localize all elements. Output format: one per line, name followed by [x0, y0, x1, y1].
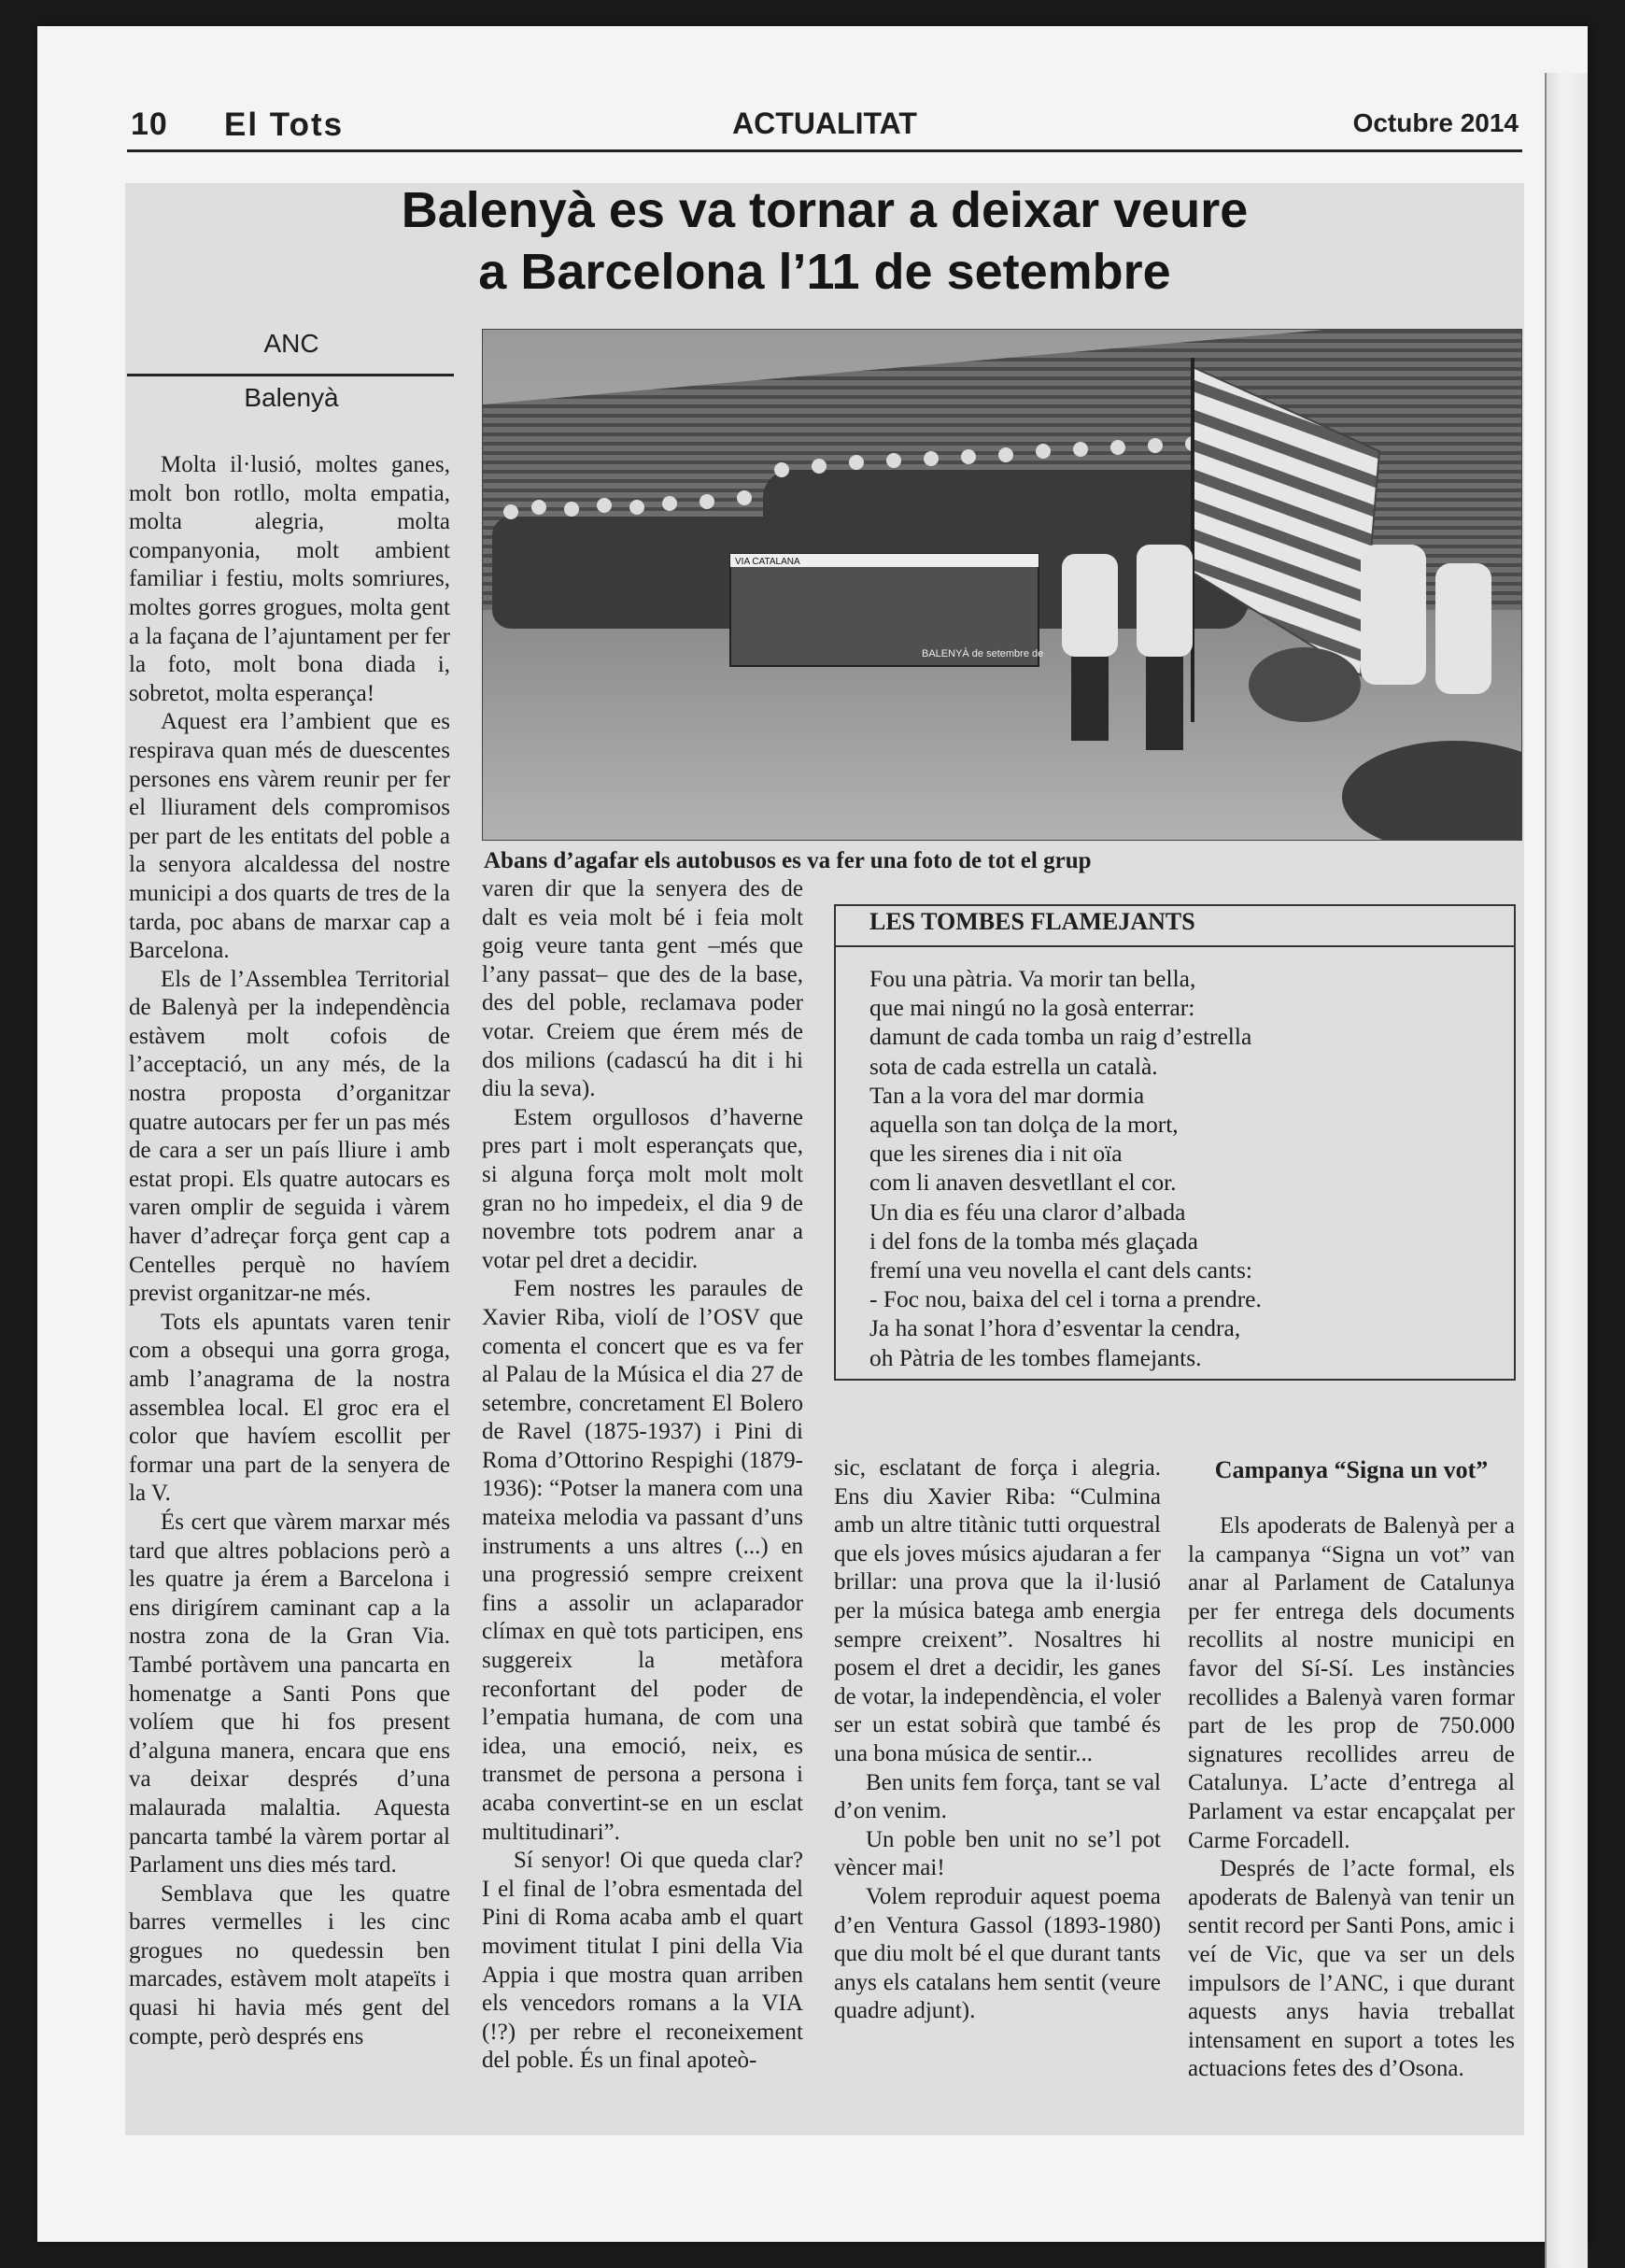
paragraph: Els de l’Assemblea Territorial de Balenyà per la independència estàvem molt cofois de l’acceptació, un any més, de la nostra proposta d’organitzar quatre autocars per fer un pas més de cara a ser un país lliure i amb estat propi. Els quatre autocars es varen omplir de seguida i vàrem haver d’adreçar força gent cap a Centelles perquè no havíem previst organitzar-ne més. — [129, 966, 450, 1307]
photo-caption: Abans d’agafar els autobusos es va fer una foto de tot el grup — [484, 848, 1092, 873]
poem-verse: damunt de cada tomba un raig d’estrella — [869, 1023, 1252, 1051]
group-photo-illustration — [483, 330, 1521, 840]
banner-text-left: VIA CATALANA — [735, 557, 800, 567]
byline-place: Balenyà — [244, 383, 339, 412]
byline-organization: ANC — [263, 329, 319, 358]
headline-line-1: Balenyà es va tornar a deixar veure — [401, 182, 1249, 238]
section-title: ACTUALITAT — [732, 106, 917, 140]
group-photo — [482, 329, 1522, 841]
article-headline — [125, 179, 1524, 303]
poem-verse: fremí una veu novella el cant dels cants: — [869, 1256, 1252, 1284]
page-header — [127, 101, 1522, 152]
poem-verses — [869, 964, 1262, 1372]
paragraph: Estem orgullosos d’haverne pres part i molt esperançats que, si alguna força molt molt molt gran no ho impedeix, el dia 9 de novembre tots podrem anar a votar pel dret a decidir. — [482, 1104, 803, 1273]
paragraph: Fem nostres les paraules de Xavier Riba, violí de l’OSV que comenta el concert que es va fer al Palau de la Música el dia 27 de setembre, concretament El Bolero de Ravel (1875-1937) i Pini di Roma d’Ottorino Respighi (1879-1936): “Potser la manera com una mateixa melodia va passant d’uns instruments a uns altres (...) en una progressió sempre creixent fins a assolir un aclaparador clímax en què tots participen, ens suggereix la metàfora reconfortant del poder de l’empatia humana, de com una idea, una emoció, neix, es transmet de persona a persona i acaba convertint-se en un esclat multitudinari”. — [482, 1276, 803, 1845]
poem-verse: - Foc nou, baixa del cel i torna a prendre. — [869, 1285, 1262, 1313]
poem-title-divider — [836, 945, 1514, 947]
next-page-edge — [1545, 73, 1588, 2268]
article-column-2 — [482, 875, 803, 2076]
paragraph: Molta il·lusió, moltes ganes, molt bon rotllo, molta empatia, molta alegria, molta companyonia, molt ambient familiar i festiu, molts somriures, moltes gorres grogues, molta gent a la façana de l’ajuntament per fer la foto, molt bona diada i, sobretot, molta esperança! — [129, 452, 450, 706]
paragraph: Volem reproduir aquest poema d’en Ventura Gassol (1893-1980) que diu molt bé el que durant tants anys els catalans hem sentit (veure quadre adjunt). — [834, 1883, 1161, 2024]
paragraph: Tots els apuntats varen tenir com a obsequi una gorra groga, amb l’anagrama de la nostra assemblea local. El groc era el color que havíem escollit per formar una part de la senyera de la V. — [129, 1309, 450, 1507]
page-number: 10 — [131, 106, 168, 142]
paragraph: Després de l’acte formal, els apoderats de Balenyà van tenir un sentit record per Santi Pons, amic i veí de Vic, que va ser un dels impulsors de l’ANC, i que durant aquests anys havia treballat intensament en suport a totes les actuacions fetes des d’Osona. — [1188, 1856, 1515, 2082]
poem-title: LES TOMBES FLAMEJANTS — [869, 908, 1195, 935]
paragraph: Ben units fem força, tant se val d’on venim. — [834, 1769, 1161, 1824]
paragraph: Sí senyor! Oi que queda clar? I el final de l’obra esmentada del Pini di Roma acaba amb el quart moviment titulat I pini della Via Appia i que mostra quan arriben els vencedors romans a la VIA (!?) per rebre el reconeixement del poble. És un final apoteò- — [482, 1848, 803, 2074]
poem-verse: que les sirenes dia i nit oïa — [869, 1140, 1123, 1168]
paragraph: És cert que vàrem marxar més tard que altres poblacions però a les quatre ja érem a Barcelona i ens dirigírem caminant cap a la nostra zona de la Gran Via. També portàvem una pancarta en homenatge a Santi Pons que volíem que hi fos present d’alguna manera, encara que ens va deixar després d’una malaurada malaltia. Aquesta pancarta també la vàrem portar al Parlament uns dies més tard. — [129, 1509, 450, 1878]
poem-verse: oh Pàtria de les tombes flamejants. — [869, 1343, 1202, 1371]
paragraph: sic, esclatant de força i alegria. Ens diu Xavier Riba: “Culmina amb un altre titànic tutti orquestral que els joves músics ajudaran a fer brillar: una prova que la il·lusió per la música batega amb energia sempre creixent”. Nosaltres hi posem el dret a decidir, les ganes de votar, la independència, el voler ser un estat sobirà que també és una bona música de sentir... — [834, 1455, 1161, 1766]
article-column-1 — [129, 451, 450, 2051]
paragraph: Un poble ben unit no se’l pot vèncer mai! — [834, 1826, 1161, 1881]
poem-verse: Un dia es féu una claror d’albada — [869, 1198, 1186, 1226]
poem-verse: com li anaven desvetllant el cor. — [869, 1169, 1177, 1197]
banner-text-right: BALENYÀ de setembre de — [922, 648, 1044, 659]
poem-box — [834, 904, 1516, 1381]
article-column-3 — [834, 1454, 1161, 2026]
poem-verse: sota de cada estrella un català. — [869, 1052, 1158, 1080]
paragraph: Els apoderats de Balenyà per a la campanya “Signa un vot” van anar al Parlament de Catalunya per fer entrega dels documents recollits al nostre municipi en favor del Sí-Sí. Les instàncies recollides a Balenyà varen formar part de les prop de 750.000 signatures recollides arreu de Catalunya. L’acte d’entrega al Parlament va estar encapçalat per Carme Forcadell. — [1188, 1513, 1515, 1853]
paragraph: varen dir que la senyera des de dalt es veia molt bé i feia molt goig veure tanta gent –més que l’any passat– que des de la base, des del poble, reclamava poder votar. Creiem que érem més de dos milions (cadascú ha dit i hi diu la seva). — [482, 876, 803, 1102]
byline-divider — [127, 374, 454, 376]
publication-name: El Tots — [224, 106, 345, 143]
article-column-4 — [1188, 1512, 1515, 2084]
sidebar-heading: Campanya “Signa un vot” — [1214, 1456, 1489, 1483]
poem-verse: Tan a la vora del mar dormia — [869, 1081, 1145, 1109]
poem-verse: que mai ningú no la gosà enterrar: — [869, 994, 1195, 1022]
issue-date: Octubre 2014 — [1352, 108, 1519, 137]
headline-line-2: a Barcelona l’11 de setembre — [478, 244, 1171, 300]
paragraph: Semblava que les quatre barres vermelles i les cinc grogues no quedessin ben marcades, estàvem molt atapeïts i quasi hi havia més gent del compte, però després ens — [129, 1880, 450, 2049]
poem-verse: Fou una pàtria. Va morir tan bella, — [869, 965, 1196, 992]
poem-verse: i del fons de la tomba més glaçada — [869, 1226, 1198, 1254]
poem-verse: Ja ha sonat l’hora d’esventar la cendra, — [869, 1314, 1241, 1342]
poem-verse: aquella son tan dolça de la mort, — [869, 1111, 1179, 1139]
paragraph: Aquest era l’ambient que es respirava quan més de duescentes persones ens vàrem reunir per fer el lliurament dels compromisos per part de les entitats del poble a la senyora alcaldessa del nostre municipi a dos quarts de tres de la tarda, poc abans de marxar cap a Barcelona. — [129, 709, 450, 964]
